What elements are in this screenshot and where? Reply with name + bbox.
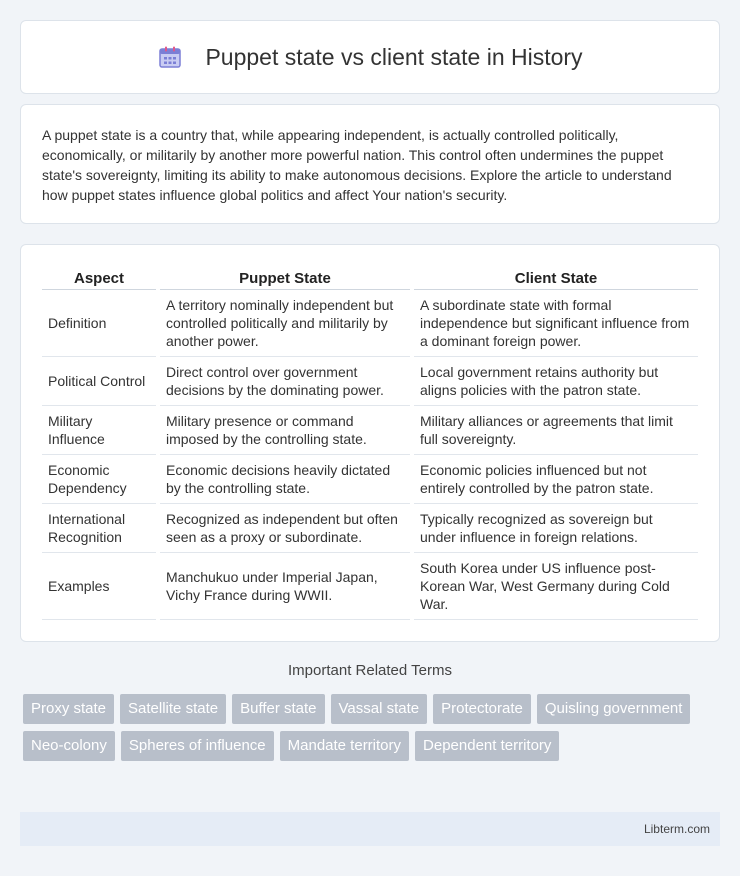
tag-spheres-of-influence[interactable]: Spheres of influence [121,731,274,761]
table-cell: International Recognition [42,504,156,553]
related-terms-list [23,694,723,768]
page-title: Puppet state vs client state in History [205,43,583,70]
table-cell: Examples [42,553,156,620]
tag-protectorate[interactable]: Protectorate [433,694,531,724]
tag-buffer-state[interactable]: Buffer state [232,694,324,724]
table-cell: Political Control [42,357,156,406]
table-cell: Local government retains authority but aligns policies with the patron state. [414,357,698,406]
table-cell: Recognized as independent but often seen as a proxy or subordinate. [160,504,410,553]
table-cell: Military Influence [42,406,156,455]
table-cell: South Korea under US influence post-Korean War, West Germany during Cold War. [414,553,698,620]
table-row [42,406,698,455]
intro-card [20,104,720,224]
table-row [42,504,698,553]
tag-satellite-state[interactable]: Satellite state [120,694,226,724]
comparison-card [20,244,720,642]
tag-proxy-state[interactable]: Proxy state [23,694,114,724]
table-cell: Manchukuo under Imperial Japan, Vichy France during WWII. [160,553,410,620]
tag-mandate-territory[interactable]: Mandate territory [280,731,409,761]
related-terms-title: Important Related Terms [288,662,452,679]
table-row [42,553,698,620]
table-header-row [42,265,698,290]
table-cell: Definition [42,290,156,357]
table-cell: A territory nominally independent but controlled politically and militarily by another power. [160,290,410,357]
table-cell: Economic Dependency [42,455,156,504]
table-row [42,357,698,406]
column-header: Puppet State [160,265,410,290]
column-header: Aspect [42,265,156,290]
comparison-table [38,265,702,620]
table-cell: Economic policies influenced but not entirely controlled by the patron state. [414,455,698,504]
tag-dependent-territory[interactable]: Dependent territory [415,731,559,761]
intro-text: A puppet state is a country that, while appearing independent, is actually controlled politically, economically, or militarily by another more powerful nation. This control often undermines the puppet state's sovereignty, limiting its ability to make autonomous decisions. Explore the article to understand how puppet states influence global politics and affect Your nation's security. [42,127,672,203]
footer [20,812,720,846]
table-row [42,455,698,504]
table-cell: Economic decisions heavily dictated by the controlling state. [160,455,410,504]
column-header: Client State [414,265,698,290]
table-cell: Direct control over government decisions by the dominating power. [160,357,410,406]
tag-neo-colony[interactable]: Neo-colony [23,731,115,761]
calendar-icon [157,44,183,70]
tag-quisling-government[interactable]: Quisling government [537,694,691,724]
table-cell: A subordinate state with formal independence but significant influence from a dominant foreign power. [414,290,698,357]
table-cell: Military presence or command imposed by the controlling state. [160,406,410,455]
tag-vassal-state[interactable]: Vassal state [331,694,428,724]
table-cell: Military alliances or agreements that limit full sovereignty. [414,406,698,455]
footer-link[interactable]: Libterm.com [643,822,710,836]
table-row [42,290,698,357]
table-cell: Typically recognized as sovereign but under influence in foreign relations. [414,504,698,553]
title-card [20,20,720,94]
